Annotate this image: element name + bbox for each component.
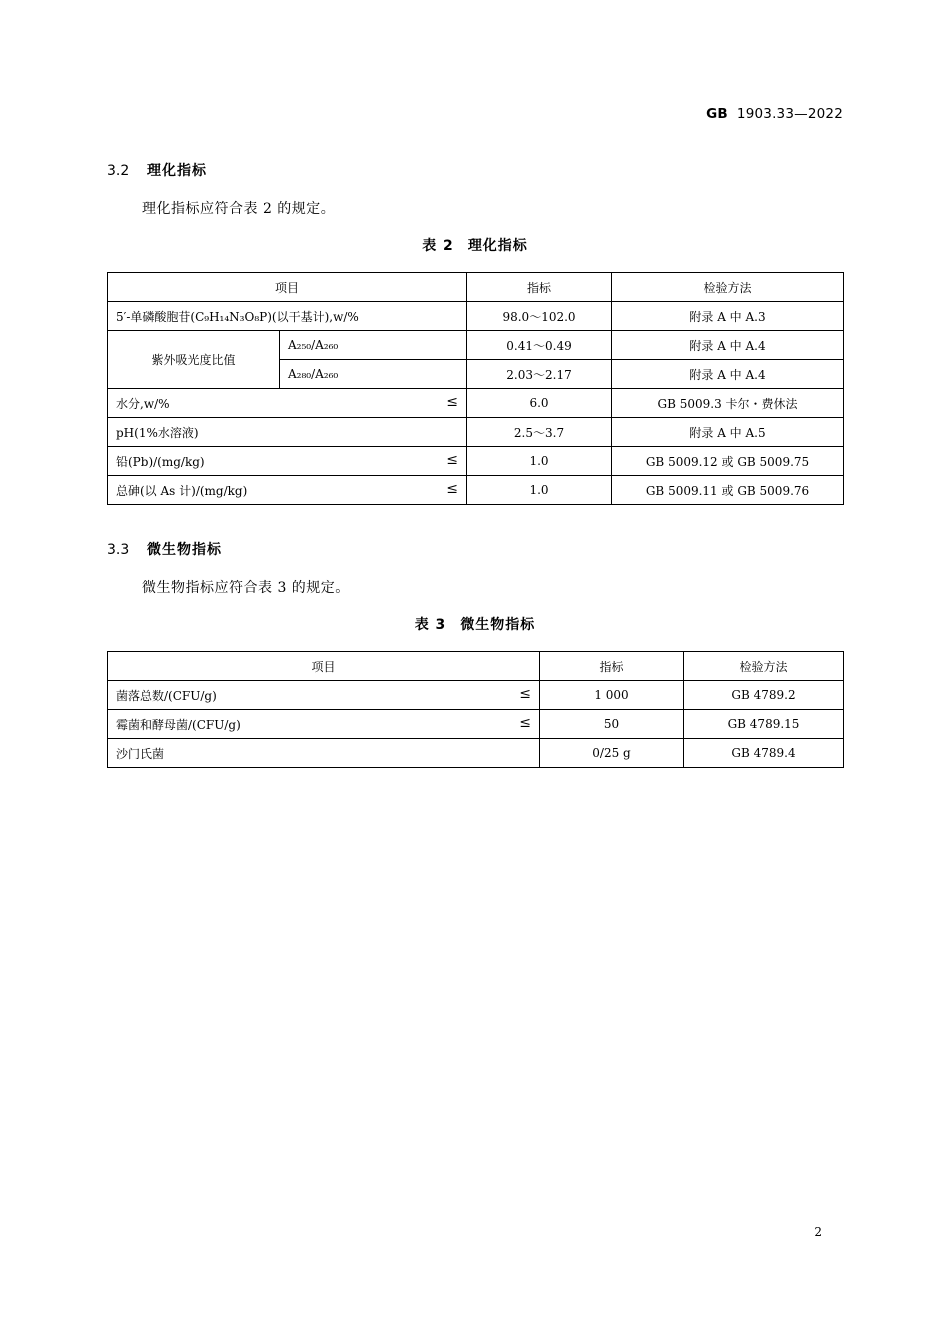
row-value: 1.0 bbox=[467, 447, 612, 476]
row-value: 1 000 bbox=[540, 681, 684, 710]
row-item: 5′-单磷酸胞苷(C₉H₁₄N₃O₈P)(以干基计),w/% bbox=[108, 302, 467, 331]
table-row bbox=[108, 331, 844, 360]
row-subitem: A₂₅₀/A₂₆₀ bbox=[280, 331, 467, 360]
row-value: 98.0～102.0 bbox=[467, 302, 612, 331]
row-subitem: A₂₈₀/A₂₆₀ bbox=[280, 360, 467, 389]
row-value: 6.0 bbox=[467, 389, 612, 418]
le-sign: ≤ bbox=[446, 451, 459, 468]
row-value: 2.03～2.17 bbox=[467, 360, 612, 389]
row-item-cell bbox=[108, 447, 467, 476]
row-value: 1.0 bbox=[467, 476, 612, 505]
table3-caption-label: 表 3 bbox=[414, 617, 447, 633]
le-sign: ≤ bbox=[519, 714, 531, 731]
row-item-cell bbox=[108, 681, 540, 710]
table3-caption-title: 微生物指标 bbox=[460, 617, 536, 633]
row-value: 2.5～3.7 bbox=[467, 418, 612, 447]
header-value: 指标 bbox=[540, 652, 684, 681]
section-title: 微生物指标 bbox=[147, 542, 222, 558]
section-number: 3.3 bbox=[107, 542, 130, 558]
row-item-cell bbox=[108, 710, 540, 739]
table-header-row bbox=[108, 652, 844, 681]
header-value: 指标 bbox=[467, 273, 612, 302]
row-method: GB 5009.12 或 GB 5009.75 bbox=[612, 447, 844, 476]
header-item: 项目 bbox=[108, 652, 540, 681]
row-method: GB 4789.15 bbox=[684, 710, 844, 739]
header-method: 检验方法 bbox=[612, 273, 844, 302]
section-3-3-text: 微生物指标应符合表 3 的规定。 bbox=[142, 580, 350, 596]
le-sign: ≤ bbox=[446, 480, 459, 497]
table-row bbox=[108, 681, 844, 710]
table3-caption bbox=[0, 614, 950, 634]
row-method: 附录 A 中 A.4 bbox=[612, 331, 844, 360]
section-title: 理化指标 bbox=[147, 163, 207, 179]
standard-header bbox=[706, 106, 843, 122]
table2-physicochemical bbox=[107, 272, 844, 505]
table3-microbiological bbox=[107, 651, 844, 768]
standard-prefix: GB bbox=[706, 106, 728, 122]
section-3-3-heading bbox=[107, 539, 222, 559]
section-3-2-text: 理化指标应符合表 2 的规定。 bbox=[142, 201, 336, 217]
row-item: 铅(Pb)/(mg/kg) bbox=[116, 454, 205, 469]
header-method: 检验方法 bbox=[684, 652, 844, 681]
table2-caption bbox=[0, 235, 950, 255]
row-item: 水分,w/% bbox=[116, 396, 170, 411]
row-method: GB 4789.4 bbox=[684, 739, 844, 768]
table2-caption-label: 表 2 bbox=[422, 238, 454, 254]
row-item: pH(1%水溶液) bbox=[108, 418, 467, 447]
row-item-cell bbox=[108, 389, 467, 418]
table-row bbox=[108, 302, 844, 331]
row-item: 总砷(以 As 计)/(mg/kg) bbox=[116, 483, 248, 498]
table-header-row bbox=[108, 273, 844, 302]
row-item: 沙门氏菌 bbox=[108, 739, 540, 768]
row-method: GB 5009.3 卡尔・费休法 bbox=[612, 389, 844, 418]
row-method: 附录 A 中 A.5 bbox=[612, 418, 844, 447]
row-method: GB 4789.2 bbox=[684, 681, 844, 710]
table-row bbox=[108, 739, 844, 768]
table2-caption-title: 理化指标 bbox=[467, 238, 528, 254]
section-3-2-heading bbox=[107, 160, 207, 180]
page-number: 2 bbox=[814, 1225, 822, 1239]
table-row bbox=[108, 389, 844, 418]
standard-number: 1903.33—2022 bbox=[736, 106, 843, 122]
row-method: 附录 A 中 A.3 bbox=[612, 302, 844, 331]
row-item: 菌落总数/(CFU/g) bbox=[116, 688, 217, 703]
section-number: 3.2 bbox=[107, 163, 130, 179]
row-value: 0/25 g bbox=[540, 739, 684, 768]
le-sign: ≤ bbox=[519, 685, 531, 702]
row-item-cell bbox=[108, 476, 467, 505]
row-item: 霉菌和酵母菌/(CFU/g) bbox=[116, 717, 241, 732]
header-item: 项目 bbox=[108, 273, 467, 302]
row-method: 附录 A 中 A.4 bbox=[612, 360, 844, 389]
table-row bbox=[108, 710, 844, 739]
table-row bbox=[108, 476, 844, 505]
row-method: GB 5009.11 或 GB 5009.76 bbox=[612, 476, 844, 505]
row-value: 0.41～0.49 bbox=[467, 331, 612, 360]
table-row bbox=[108, 418, 844, 447]
table-row bbox=[108, 447, 844, 476]
le-sign: ≤ bbox=[446, 393, 459, 410]
row-item: 紫外吸光度比值 bbox=[108, 331, 280, 389]
row-value: 50 bbox=[540, 710, 684, 739]
